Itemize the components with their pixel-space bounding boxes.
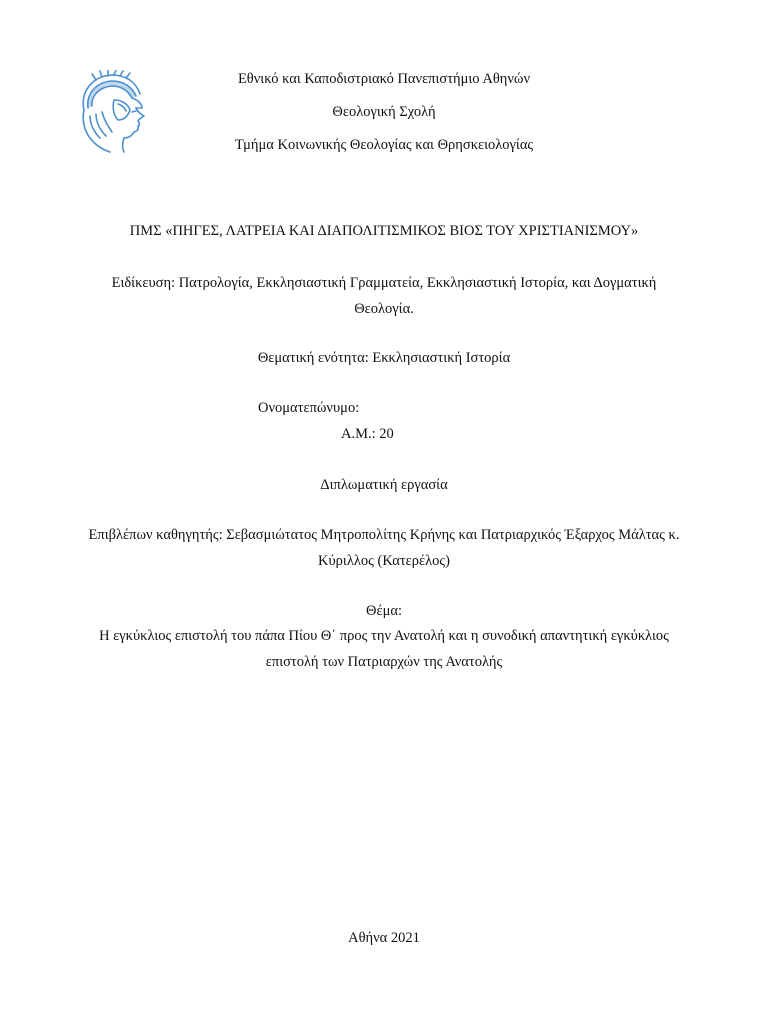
student-registration-number: Α.Μ.: 20 (341, 426, 394, 442)
university-name: Εθνικό και Καποδιστριακό Πανεπιστήμιο Αθηνών (237, 71, 531, 87)
department-name: Τμήμα Κοινωνικής Θεολογίας και Θρησκειολογίας (234, 137, 534, 153)
school-name: Θεολογική Σχολή (332, 104, 436, 120)
program-title: ΠΜΣ «ΠΗΓΕΣ, ΛΑΤΡΕΙΑ ΚΑΙ ΔΙΑΠΟΛΙΤΙΣΜΙΚΟΣ ΒΙΟΣ ΤΟΥ ΧΡΙΣΤΙΑΝΙΣΜΟΥ» (129, 223, 639, 239)
topic-heading: Θέμα: (366, 603, 402, 619)
topic-line-1: Η εγκύκλιος επιστολή του πάπα Πίου Θ΄ προς την Ανατολή και η συνοδική απαντητική εγκύκλιος (99, 628, 669, 644)
thesis-type: Διπλωματική εργασία (320, 477, 448, 493)
topic-line-2: επιστολή των Πατριαρχών της Ανατολής (265, 654, 503, 670)
student-name-label: Ονοματεπώνυμο: (258, 400, 360, 416)
thematic-unit: Θεματική ενότητα: Εκκλησιαστική Ιστορία (257, 350, 511, 366)
supervisor-line-2: Κύριλλος (Κατερέλος) (318, 553, 450, 569)
supervisor-line-1: Επιβλέπων καθηγητής: Σεβασμιώτατος Μητροπολίτης Κρήνης και Πατριαρχικός Έξαρχος Μάλτας κ. (88, 527, 680, 543)
place-and-year: Αθήνα 2021 (348, 930, 420, 946)
specialization-line-1: Ειδίκευση: Πατρολογία, Εκκλησιαστική Γραμματεία, Εκκλησιαστική Ιστορία, και Δογματική (111, 275, 657, 291)
specialization-line-2: Θεολογία. (354, 301, 414, 317)
